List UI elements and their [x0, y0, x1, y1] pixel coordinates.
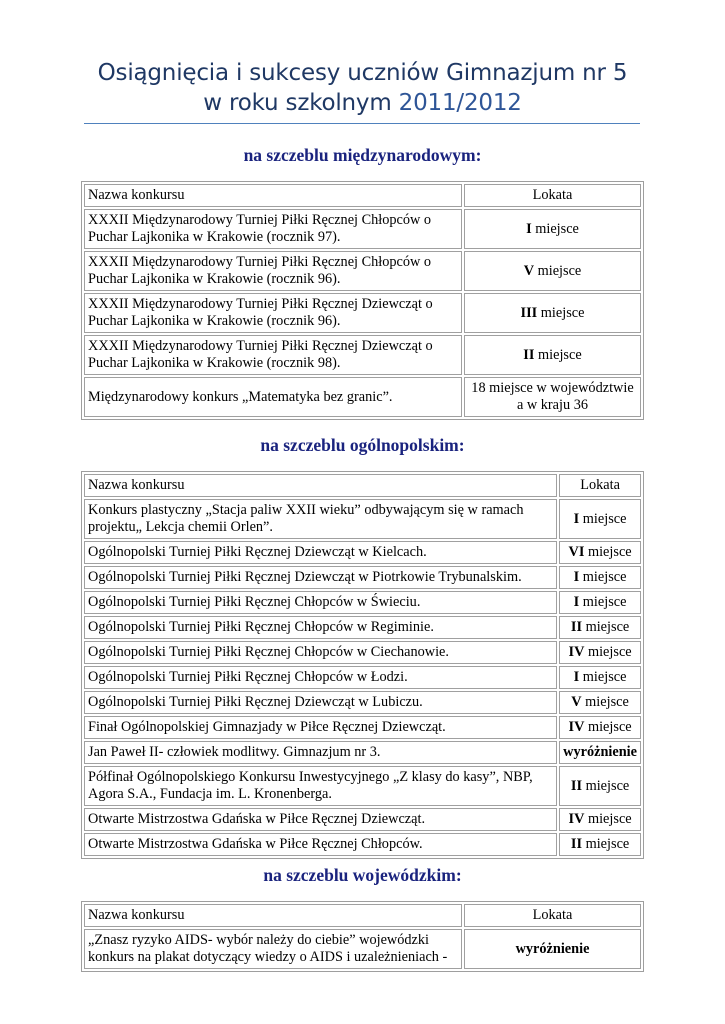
placement-suffix: miejsce	[537, 304, 585, 321]
competition-name: Finał Ogólnopolskiej Gimnazjady w Piłce Ręcznej Dziewcząt.	[84, 716, 557, 739]
placement	[559, 766, 641, 806]
table-row	[84, 566, 641, 589]
placement	[464, 293, 641, 333]
table-row	[84, 209, 641, 249]
header-placement: Lokata	[464, 904, 641, 927]
placement-rank: VI	[568, 544, 585, 560]
placement-suffix: miejsce	[584, 811, 632, 827]
table-row	[84, 808, 641, 831]
placement	[559, 541, 641, 564]
placement	[464, 335, 641, 375]
placement-rank: II	[570, 619, 583, 635]
title-line-2	[0, 88, 725, 118]
table-row	[84, 741, 641, 764]
competition-name: XXXII Międzynarodowy Turniej Piłki Ręcznej Chłopców o Puchar Lajkonika w Krakowie (rocznik 96).	[84, 251, 462, 291]
placement-suffix: miejsce	[584, 644, 632, 660]
competition-name: Ogólnopolski Turniej Piłki Ręcznej Chłopców w Ciechanowie.	[84, 641, 557, 664]
table-row	[84, 499, 641, 539]
placement-suffix: miejsce	[581, 694, 629, 710]
section-heading-national: na szczeblu ogólnopolskim:	[260, 435, 465, 455]
table-row	[84, 641, 641, 664]
table-header-row	[84, 474, 641, 497]
placement-suffix: miejsce	[584, 544, 632, 560]
placement	[559, 741, 641, 764]
table-voivodeship	[81, 901, 644, 972]
placement	[559, 499, 641, 539]
table-row	[84, 833, 641, 856]
header-competition-name: Nazwa konkursu	[84, 184, 462, 207]
table-row	[84, 716, 641, 739]
placement-suffix: miejsce	[582, 777, 630, 794]
placement-rank: II	[523, 346, 535, 363]
competition-name: Międzynarodowy konkurs „Matematyka bez granic”.	[84, 377, 462, 417]
title-prefix: w roku szkolnym	[203, 90, 399, 116]
table-row	[84, 251, 641, 291]
placement-rank: wyróżnienie	[563, 744, 637, 760]
competition-name: Ogólnopolski Turniej Piłki Ręcznej Dziewcząt w Piotrkowie Trybunalskim.	[84, 566, 557, 589]
title-underline	[84, 123, 640, 124]
placement-line-1: 18 miejsce w województwie	[471, 380, 634, 396]
competition-name: Ogólnopolski Turniej Piłki Ręcznej Dziewcząt w Kielcach.	[84, 541, 557, 564]
placement-suffix: miejsce	[579, 594, 627, 610]
table-row	[84, 666, 641, 689]
section-heading-voivodeship: na szczeblu wojewódzkim:	[263, 865, 462, 885]
table-national	[81, 471, 644, 859]
placement-suffix: miejsce	[579, 510, 627, 527]
competition-name: Ogólnopolski Turniej Piłki Ręcznej Chłopców w Regiminie.	[84, 616, 557, 639]
placement	[559, 691, 641, 714]
header-competition-name: Nazwa konkursu	[84, 904, 462, 927]
placement-rank: wyróżnienie	[515, 940, 590, 957]
placement	[559, 641, 641, 664]
table-row	[84, 691, 641, 714]
placement-suffix: miejsce	[534, 346, 582, 363]
competition-name: XXXII Międzynarodowy Turniej Piłki Ręcznej Dziewcząt o Puchar Lajkonika w Krakowie (rocznik 98).	[84, 335, 462, 375]
placement-rank: I	[573, 669, 580, 685]
table-row	[84, 766, 641, 806]
competition-name: Konkurs plastyczny „Stacja paliw XXII wieku” odbywającym się w ramach projektu„ Lekcja chemii Orlen”.	[84, 499, 557, 539]
placement	[559, 716, 641, 739]
placement	[559, 666, 641, 689]
placement-rank: III	[520, 304, 538, 321]
competition-name: Półfinał Ogólnopolskiego Konkursu Inwestycyjnego „Z klasy do kasy”, NBP, Agora S.A., Fundacja im. L. Kronenberga.	[84, 766, 557, 806]
placement-rank: IV	[568, 644, 585, 660]
competition-name: Jan Paweł II- człowiek modlitwy. Gimnazjum nr 3.	[84, 741, 557, 764]
section-heading-international: na szczeblu międzynarodowym:	[243, 145, 482, 165]
placement-rank: V	[523, 262, 535, 279]
placement-rank: II	[570, 836, 583, 852]
competition-name: Otwarte Mistrzostwa Gdańska w Piłce Ręcznej Dziewcząt.	[84, 808, 557, 831]
placement	[464, 377, 641, 417]
page-title	[0, 58, 725, 118]
placement	[559, 591, 641, 614]
placement-rank: II	[570, 777, 583, 794]
placement-suffix: miejsce	[582, 836, 630, 852]
table-header-row	[84, 184, 641, 207]
competition-name: XXXII Międzynarodowy Turniej Piłki Ręcznej Dziewcząt o Puchar Lajkonika w Krakowie (rocznik 96).	[84, 293, 462, 333]
header-placement: Lokata	[464, 184, 641, 207]
placement-rank: I	[573, 569, 580, 585]
header-competition-name: Nazwa konkursu	[84, 474, 557, 497]
table-header-row	[84, 904, 641, 927]
placement-suffix: miejsce	[531, 220, 579, 237]
table-row	[84, 377, 641, 417]
placement	[559, 616, 641, 639]
table-row	[84, 293, 641, 333]
competition-name: Otwarte Mistrzostwa Gdańska w Piłce Ręcznej Chłopców.	[84, 833, 557, 856]
table-row	[84, 929, 641, 969]
placement-rank: I	[573, 510, 580, 527]
title-year: 2011/2012	[398, 90, 522, 116]
placement	[559, 808, 641, 831]
competition-name: XXXII Międzynarodowy Turniej Piłki Ręcznej Chłopców o Puchar Lajkonika w Krakowie (rocznik 97).	[84, 209, 462, 249]
competition-name: Ogólnopolski Turniej Piłki Ręcznej Chłopców w Łodzi.	[84, 666, 557, 689]
placement-rank: V	[571, 694, 582, 710]
title-line-1: Osiągnięcia i sukcesy uczniów Gimnazjum nr 5	[97, 60, 628, 86]
placement-suffix: miejsce	[584, 719, 632, 735]
placement	[559, 566, 641, 589]
placement	[464, 929, 641, 969]
placement	[464, 251, 641, 291]
placement-rank: I	[526, 220, 532, 237]
placement-suffix: miejsce	[534, 262, 582, 279]
table-row	[84, 591, 641, 614]
table-row	[84, 616, 641, 639]
placement-rank: I	[573, 594, 580, 610]
header-placement: Lokata	[559, 474, 641, 497]
table-row	[84, 335, 641, 375]
placement-suffix: miejsce	[582, 619, 630, 635]
competition-name: Ogólnopolski Turniej Piłki Ręcznej Dziewcząt w Lubiczu.	[84, 691, 557, 714]
placement-suffix: miejsce	[579, 669, 627, 685]
placement-rank: IV	[568, 811, 585, 827]
placement-suffix: miejsce	[579, 569, 627, 585]
placement	[559, 833, 641, 856]
table-row	[84, 541, 641, 564]
placement-rank: IV	[568, 719, 585, 735]
placement-line-2: a w kraju 36	[516, 397, 589, 413]
competition-name: Ogólnopolski Turniej Piłki Ręcznej Chłopców w Świeciu.	[84, 591, 557, 614]
table-international	[81, 181, 644, 420]
placement	[464, 209, 641, 249]
competition-name: „Znasz ryzyko AIDS- wybór należy do ciebie” wojewódzki konkurs na plakat dotyczący wiedzy o AIDS i uzależnieniach -	[84, 929, 462, 969]
